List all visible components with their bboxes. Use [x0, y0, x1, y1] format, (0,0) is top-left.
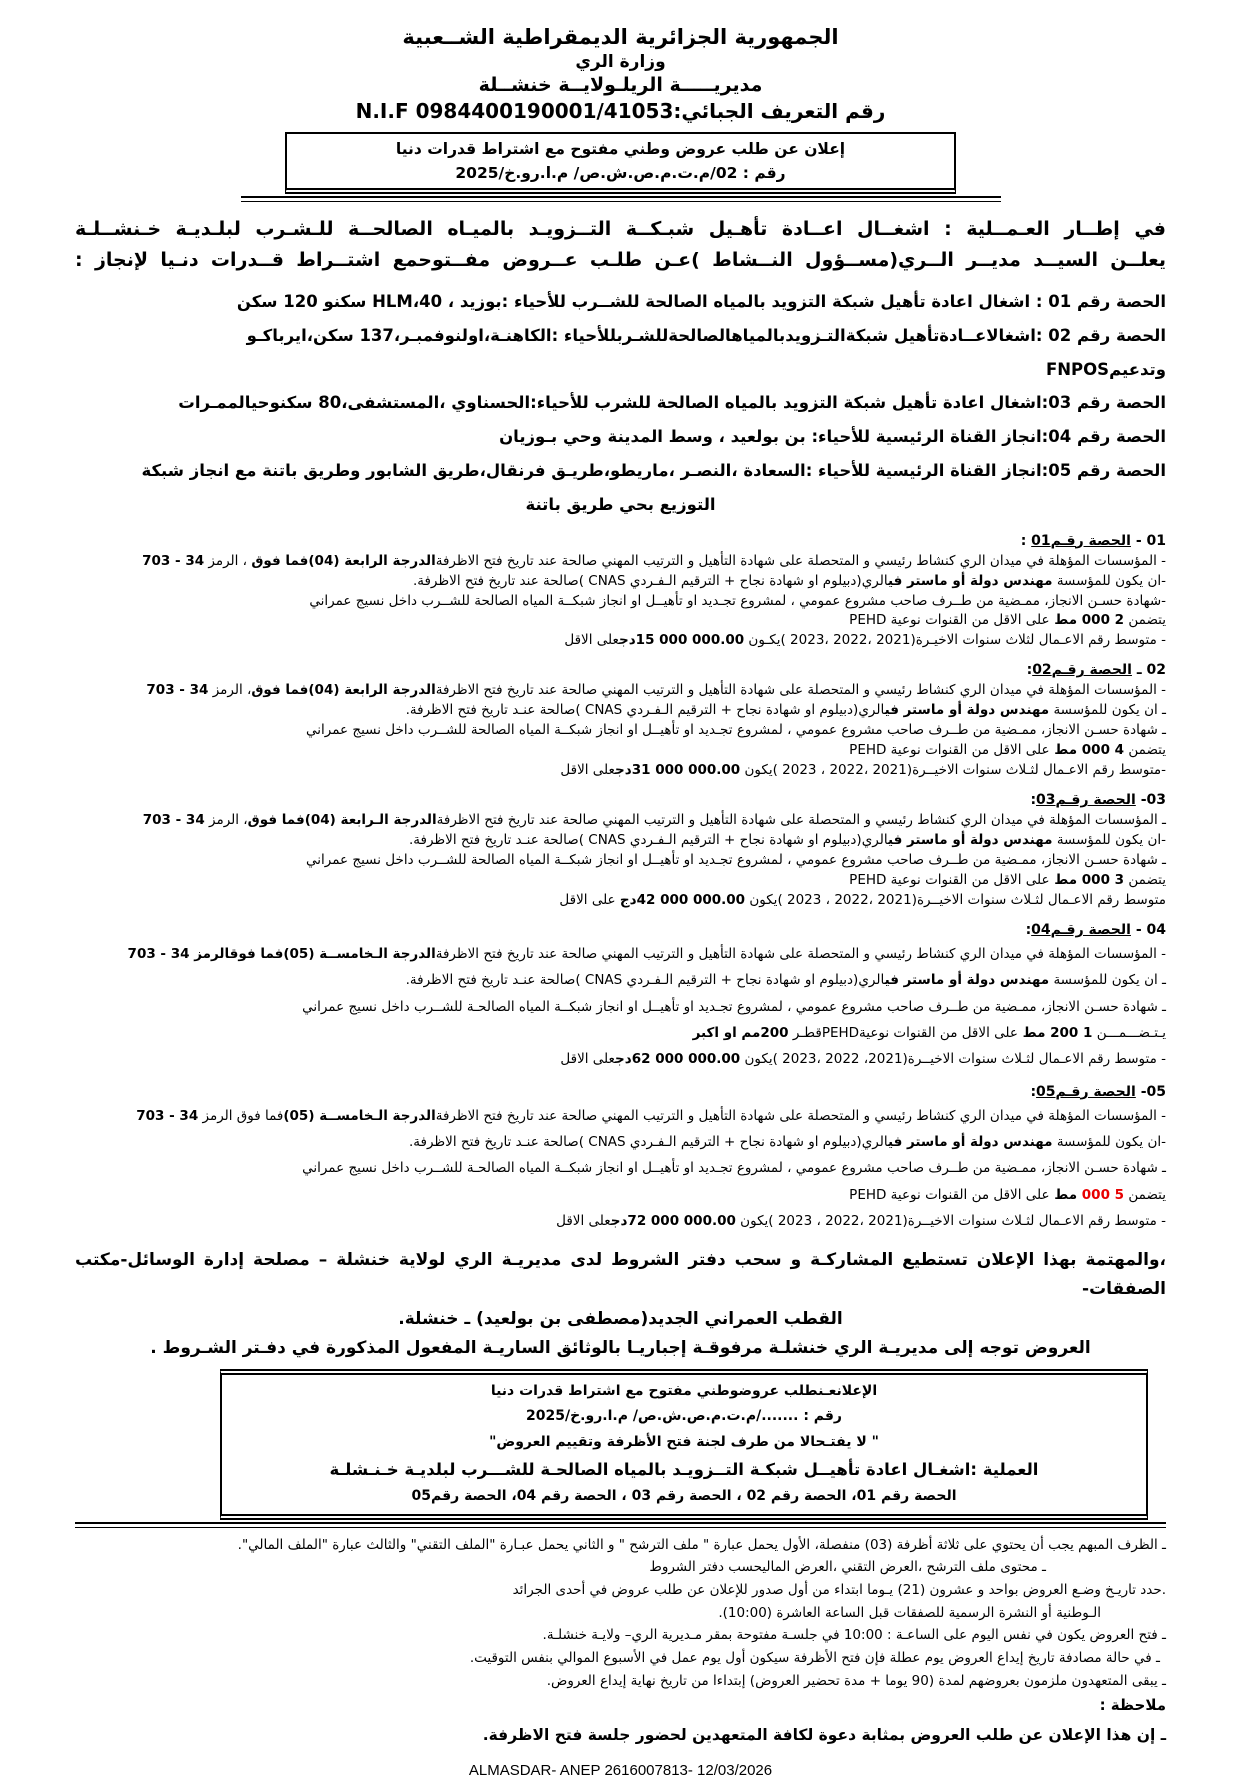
- text-segment: الري(دبيلوم او شهادة نجاح + الترقيم الـفـردي CNAS )صالحة عنـد تاريخ فتح الاظرفة.: [409, 1133, 888, 1150]
- lot-section-header-part: الحصة رقـم02: [1032, 662, 1132, 679]
- lot-section-header-part: 02 ـ: [1131, 662, 1166, 679]
- closing-line-2: ـ محتوى ملف الترشح ،العرض التقني ،العرض الماليحسب دفتر الشروط: [649, 1559, 1046, 1576]
- text-segment: الري(دبيلوم او شهادة نجاح + الترقيم الـفـردي CNAS )صالحة عنـد تاريخ فتح الاظرفة.: [405, 702, 885, 719]
- text-segment: -ان يكون للمؤسسة: [1052, 1133, 1166, 1150]
- section-1-line-4: [75, 611, 1166, 631]
- text-segment: يتضمن: [1124, 1186, 1166, 1203]
- lot-section-header-4: [75, 920, 1166, 941]
- text-segment: 2 000 مط: [1049, 612, 1125, 629]
- text-segment: على الاقل: [560, 762, 616, 779]
- recall-box-title: الإعلانعـنطلب عروضوطني مفتوح مع اشتراط قدرات دنيا: [490, 1383, 878, 1400]
- footer-credit: ALMASDAR- ANEP 2616007813- 12/03/2026: [468, 1762, 773, 1779]
- text-segment: - المؤسسات المؤهلة في ميدان الري كنشاط رئيسي و المتحصلة على شهادة التأهيل و الترتيب المهني صالحة عند تاريخ فتح الاظرفة: [435, 1107, 1166, 1124]
- lot-section-2: [75, 660, 1166, 781]
- text-segment: مهندس دولة أو ماستر في: [884, 972, 1050, 989]
- participation-paragraph: [75, 1246, 1166, 1363]
- text-segment: الري(دبيلوم او شهادة نجاح + الترقيم الـفـردي CNAS )صالحة عنـد تاريخ فتح الاظرفة.: [409, 832, 888, 849]
- section-2-line-1: [75, 681, 1166, 701]
- text-segment: - متوسط رقم الاعـمال لثـلاث سنوات الاخيــرة(2021 ،2022 ، 2023 )يكون: [735, 1212, 1166, 1229]
- section-3-line-3: [75, 851, 1166, 871]
- text-segment: مط: [1049, 1186, 1082, 1203]
- recall-box-number: رقم : ......./م.ت.م.ص.ش.ص/ م.ا.رو.خ/2025: [526, 1408, 842, 1425]
- text-segment: 34 - 703: [127, 946, 190, 963]
- participation-line-3: العروض توجه إلى مديريـة الري خنشلـة مرفوقـة إجباريـا بالوثائق الساريـة المفعول المذكورة في دفـتر الشـروط .: [150, 1337, 1091, 1358]
- text-segment: مهندس دولة أو ماستر في: [887, 572, 1053, 589]
- text-segment: -متوسط رقم الاعـمال لثـلاث سنوات الاخيــرة(2021 ،2022 ، 2023 )يكون: [740, 762, 1166, 779]
- lot-section-header-part: 04 -: [1130, 922, 1166, 939]
- text-segment: - متوسط رقم الاعـمال لثـلاث سنوات الاخيــرة(2021، 2022 ،2023 )يكون: [740, 1051, 1166, 1068]
- text-segment: على الاقل: [559, 892, 620, 909]
- closing-line-4: الـوطنية أو النشرة الرسمية للصفقات قبل الساعة العاشرة (10:00).: [718, 1604, 1101, 1621]
- text-segment: متوسط رقم الاعـمال لثـلاث سنوات الاخيــرة(2021 ،2022 ، 2023 )يكون: [745, 892, 1166, 909]
- lot-section-header-part: 05-: [1135, 1083, 1166, 1100]
- notice-box-number: رقم : 02/م.ت.م.ص.ش.ص/ م.ا.رو.خ/2025: [455, 164, 786, 183]
- text-segment: يـتـضـــمـــن: [1092, 1025, 1166, 1042]
- text-segment: 5 000: [1081, 1186, 1125, 1203]
- section-3-line-1: [75, 811, 1166, 831]
- closing-line-6: ـ في حالة مصادفة تاريخ إيداع العروض يوم عطلة فإن فتح الأظرفة سيكون أول يوم عمل في الأسبوع الموالي بنفس التوقيت.: [469, 1649, 1160, 1666]
- text-segment: الري(دبيلوم او شهادة نجاح + الترقيم الـفـردي CNAS )صالحة عند تاريخ فتح الاظرفة.: [412, 572, 888, 589]
- section-1-line-2: [75, 572, 1166, 592]
- text-segment: على الاقل: [564, 632, 619, 649]
- closing-line-5: ـ فتح العروض يكون في نفس اليوم على الساعـة : 10:00 في جلسـة مفتوحة بمقر مـديرية الري– ولايـة خنشلـة.: [542, 1627, 1166, 1644]
- section-3-line-4: [75, 871, 1166, 891]
- text-segment: 200مم او اكبر: [692, 1025, 789, 1042]
- text-segment: - متوسط رقم الاعـمال لثلاث سنوات الاخيـرة(2021 ،2022 ،2023 )يكـون: [744, 632, 1166, 649]
- text-segment: 34 - 703: [142, 812, 205, 829]
- text-segment: يتضمن: [1124, 742, 1166, 759]
- text-segment: 62 000 000.00دج: [615, 1051, 741, 1068]
- text-segment: ـ شهادة حسـن الانجاز، ممـضية من طــرف صاحب مشروع عمومي ، لمشروع تجـديد او تأهيــل او انجاز شبكــة المياه الصالحة للشــرب داخل نسيج عمراني: [306, 852, 1166, 869]
- section-2-line-3: [75, 721, 1166, 741]
- text-segment: على الاقل: [560, 1051, 616, 1068]
- lot-line-3: وتدعيمFNPOS: [1045, 359, 1166, 379]
- lot-section-header-5: [75, 1082, 1166, 1103]
- lot-line-7: التوزيع بحي طريق باتنة: [525, 494, 716, 514]
- text-segment: ـ ان يكون للمؤسسة: [1049, 702, 1166, 719]
- notice-box: [285, 132, 956, 194]
- lots-list: [75, 285, 1166, 522]
- text-segment: مهندس دولة أو ماستر في: [884, 702, 1050, 719]
- lot-section-header-part: الحصة رقـم01: [1031, 532, 1131, 549]
- intro-line-1: في إطــار العـمــلية : اشغــال اعــادة تأهـيل شبـكــة التــزويـد بالميـاه الصالحــة للـشـرب لبلـديـة خـنشــلـة: [75, 218, 1166, 241]
- lot-line-5: الحصة رقم 04:انجاز القناة الرئيسية للأحياء: بن بولعيد ، وسط المدينة وحي بـوزيان: [499, 427, 1166, 447]
- section-4-line-4: [75, 1020, 1166, 1046]
- text-segment: -ان يكون للمؤسسة: [1052, 572, 1166, 589]
- text-segment: يتضمن: [1124, 872, 1166, 889]
- lot-section-header-part: :: [1026, 662, 1033, 679]
- section-3-line-2: [75, 831, 1166, 851]
- lot-section-5: [75, 1082, 1166, 1235]
- section-1-line-1: [75, 552, 1166, 572]
- section-4-line-3: [75, 994, 1166, 1020]
- text-segment: ، الرمز: [204, 552, 252, 569]
- lot-section-header-part: الحصة رقـم05: [1036, 1083, 1136, 1100]
- text-segment: الدرجة الـخامســة (05)فما فوق: [229, 946, 436, 963]
- text-segment: الدرجة الـرابعة (04)فما فوق: [247, 812, 437, 829]
- section-5-line-2: [75, 1129, 1166, 1155]
- text-segment: على الاقل من القنوات نوعية PEHD: [849, 1186, 1050, 1203]
- text-segment: - المؤسسات المؤهلة في ميدان الري كنشاط رئيسي و المتحصلة على شهادة التأهيل و الترتيب المهني صالحة عند تاريخ فتح الاظرفة: [435, 946, 1166, 963]
- lot-section-header-part: :: [1030, 792, 1037, 809]
- lot-section-header-part: :: [1030, 1083, 1037, 1100]
- text-segment: على الاقل: [556, 1212, 611, 1229]
- text-segment: 15 000 000.00دج: [619, 632, 745, 649]
- section-5-line-5: [75, 1208, 1166, 1234]
- text-segment: الرمز: [189, 946, 230, 963]
- closing-line-7: ـ يبقى المتعهدون ملزمون بعروضهم لمدة (90 يوما + مدة تحضير العروض) إبتداءا من تاريخ نهاية إيداع العروض.: [546, 1672, 1166, 1689]
- text-segment: الدرجة الرابعة (04)فما فوق: [251, 552, 436, 569]
- section-1-line-5: [75, 631, 1166, 651]
- lot-section-1: [75, 531, 1166, 652]
- lot-line-4: الحصة رقم 03:اشغال اعادة تأهيل شبكة التزويد بالمياه الصالحة للشرب للأحياء:الحسناوي ،المستشفى،80 سكنوحيالممـرات: [178, 393, 1166, 413]
- final-line: ـ إن هذا الإعلان عن طلب العروض بمثابة دعوة لكافة المتعهدين لحضور جلسة فتح الاظرفة.: [482, 1726, 1166, 1745]
- text-segment: فما فوق الرمز: [198, 1107, 284, 1124]
- divider-double-rule: [241, 196, 1001, 202]
- lot-section-header-part: 03-: [1135, 792, 1166, 809]
- section-4-line-5: [75, 1046, 1166, 1072]
- text-segment: على الاقل من القنوات نوعية PEHD: [849, 742, 1050, 759]
- document-header: [75, 24, 1166, 124]
- text-segment: ـ شهادة حسـن الانجاز، ممـضية من طــرف صاحب مشروع عمومي ، لمشروع تجـديد او تأهيــل او انجاز شبكــة المياه الصالحـة للشــرب داخل نسيج عمراني: [302, 998, 1166, 1015]
- text-segment: ، الرمز: [208, 682, 252, 699]
- note-label: ملاحظة :: [1099, 1696, 1166, 1715]
- participation-line-1: ،والمهتمة بهذا الإعلان تستطيع المشاركـة و سحب دفتر الشروط لدى مديريـة الري لولاية خنشلة – مصلحة إدارة الوسائل-مكتب الصفقات-: [75, 1250, 1166, 1300]
- section-3-line-5: [75, 891, 1166, 911]
- divider-double-rule-2: [75, 1522, 1166, 1528]
- section-5-line-3: [75, 1155, 1166, 1181]
- closing-line-3: .حدد تاريـخ وضـع العروض بواحد و عشرون (21) يـوما ابتداء من أول صدور للإعلان عن طلب عروض في أحدى الجرائد: [512, 1581, 1166, 1598]
- section-2-line-5: [75, 761, 1166, 781]
- text-segment: على الاقل من القنوات نوعية PEHD: [849, 872, 1050, 889]
- text-segment: 3 000 مط: [1049, 872, 1125, 889]
- text-segment: 34 - 703: [136, 1107, 199, 1124]
- directorate-title: مديريـــــة الريلـولايــة خنشــلة: [478, 74, 763, 97]
- lot-section-header-1: [75, 531, 1166, 552]
- lot-section-3: [75, 790, 1166, 911]
- lot-line-1: الحصة رقم 01 : اشغال اعادة تأهيل شبكة التزويد بالمياه الصالحة للشــرب للأحياء :بوزيد ، HLM،40 سكنو 120 سكن: [236, 291, 1166, 311]
- section-2-line-4: [75, 741, 1166, 761]
- ministry-title: وزارة الري: [575, 52, 666, 73]
- recall-box-lots: الحصة رقم 01، الحصة رقم 02 ، الحصة رقم 03 ، الحصة رقم 04، الحصة رقم05: [411, 1488, 957, 1505]
- lot-section-header-part: الحصة رقـم04: [1031, 922, 1131, 939]
- intro-line-2: يعلــن السيــد مديــر الــري(مســؤول النــشاط )عـن طلـب عــروض مفــتوحمع اشتــراط قــدرات دنـيا لإنجاز :: [75, 248, 1166, 271]
- text-segment: 72 000 000.00دج: [610, 1212, 736, 1229]
- text-segment: ـ شهادة حسـن الانجاز، ممـضية من طــرف صاحب مشروع عمومي ، لمشروع تجـديد او تأهيــل او انجاز شبكــة المياه الصالحة للشــرب داخل نسيج عمراني: [306, 722, 1166, 739]
- lot-section-header-part: :: [1025, 922, 1032, 939]
- text-segment: الدرجة الـخامســة (05): [283, 1107, 436, 1124]
- text-segment: الري(دبيلوم او شهادة نجاح + الترقيم الـفـردي CNAS )صالحة عنـد تاريخ فتح الاظرفة.: [405, 972, 885, 989]
- text-segment: -شهادة حسـن الانجاز، ممـضية من طــرف صاحب مشروع عمومي ، لمشروع تجـديد او تأهيــل او انجاز شبكــة المياه الصالحة للشــرب داخل نسيج عمراني: [309, 592, 1166, 609]
- participation-line-2: القطب العمراني الجديد(مصطفى بن بولعيد) ـ خنشلة.: [398, 1308, 843, 1329]
- section-2-line-2: [75, 701, 1166, 721]
- closing-line-1: ـ الظرف المبهم يجب أن يحتوي على ثلاثة أظرفة (03) منفصلة، الأول يحمل عبارة " ملف الترشح " و الثاني يحمل عبـارة "الملف التقني" والثالث عبارة "الملف المالي".: [237, 1536, 1166, 1553]
- text-segment: ، الرمز: [204, 812, 248, 829]
- text-segment: ـ ان يكون للمؤسسة: [1049, 972, 1166, 989]
- text-segment: الدرجة الرابعة (04)فما فوق: [251, 682, 436, 699]
- lot-section-header-3: [75, 790, 1166, 811]
- intro-paragraph: [75, 214, 1166, 275]
- lot-section-header-2: [75, 660, 1166, 681]
- section-4-line-1: [75, 941, 1166, 967]
- lot-line-6: الحصة رقم 05:انجاز القناة الرئيسية للأحياء :السعادة ،النصـر ،ماريطو،طريـق فرنقال،طريق الشابور وطريق باتنة مع انجاز شبكة: [141, 460, 1166, 480]
- text-segment: على الاقل من القنوات نوعيةPEHDقطـر: [788, 1025, 1018, 1042]
- lot-section-4: [75, 920, 1166, 1073]
- recall-box: [220, 1369, 1148, 1519]
- recall-box-warning: " لا يفتـحالا من طرف لجنة فتح الأظرفة وتقييم العروض": [489, 1433, 879, 1450]
- closing-list: [75, 1534, 1166, 1693]
- notice-box-title: إعلان عن طلب عروض وطني مفتوح مع اشتراط قدرات دنيا: [395, 140, 846, 159]
- section-5-line-4: [75, 1182, 1166, 1208]
- republic-title: الجمهورية الجزائرية الديمقراطية الشــعبية: [402, 25, 839, 49]
- section-5-line-1: [75, 1103, 1166, 1129]
- section-1-line-3: [75, 592, 1166, 612]
- text-segment: على الاقل من القنوات نوعية PEHD: [849, 612, 1050, 629]
- text-segment: 1 200 مط: [1017, 1025, 1093, 1042]
- text-segment: 42 000 000.00دج: [619, 892, 746, 909]
- text-segment: 31 000 000.00دج: [615, 762, 741, 779]
- text-segment: يتضمن: [1124, 612, 1166, 629]
- text-segment: ـ المؤسسات المؤهلة في ميدان الري كنشاط رئيسي و المتحصلة على شهادة التأهيل و الترتيب المهني صالحة عند تاريخ فتح الاظرفة: [436, 812, 1166, 829]
- sections-list: [75, 531, 1166, 1235]
- text-segment: 34 - 703: [142, 552, 205, 569]
- lot-line-2: الحصة رقم 02 :اشغالاعــادةتأهيل شبكةالتـزويدبالمياهالصالحةللشـربللأحياء :الكاهنـة،اولنوفمبـر،137 سكن،ايرباكـو: [246, 325, 1166, 345]
- text-segment: - المؤسسات المؤهلة في ميدان الري كنشاط رئيسي و المتحصلة على شهادة التأهيل و الترتيب المهني صالحة عند تاريخ فتح الاظرفة: [435, 552, 1166, 569]
- text-segment: - المؤسسات المؤهلة في ميدان الري كنشاط رئيسي و المتحصلة على شهادة التأهيل و الترتيب المهني صالحة عند تاريخ فتح الاظرفة: [435, 682, 1166, 699]
- lot-section-header-part: الحصة رقـم03: [1036, 792, 1136, 809]
- text-segment: 34 - 703: [146, 682, 209, 699]
- text-segment: مهندس دولة أو ماستر في: [887, 1133, 1053, 1150]
- recall-box-operation: العملية :اشغـال اعادة تأهيــل شبكـة التــزويـد بالمياه الصالحـة للشـــرب لبلديـة خـنـشلـة: [329, 1459, 1039, 1479]
- text-segment: 4 000 مط: [1049, 742, 1125, 759]
- lot-section-header-part: 01 -: [1130, 532, 1166, 549]
- text-segment: ـ شهادة حسـن الانجاز، ممـضية من طــرف صاحب مشروع عمومي ، لمشروع تجـديد او تأهيــل او انجاز شبكــة المياه الصالحـة للشــرب داخل نسيج عمراني: [302, 1160, 1166, 1177]
- text-segment: -ان يكون للمؤسسة: [1052, 832, 1166, 849]
- text-segment: مهندس دولة أو ماستر في: [887, 832, 1053, 849]
- tax-id-line: رقم التعريف الجبائي:N.I.F 0984400190001/41053: [355, 99, 886, 124]
- section-4-line-2: [75, 967, 1166, 993]
- lot-section-header-part: :: [1020, 532, 1032, 549]
